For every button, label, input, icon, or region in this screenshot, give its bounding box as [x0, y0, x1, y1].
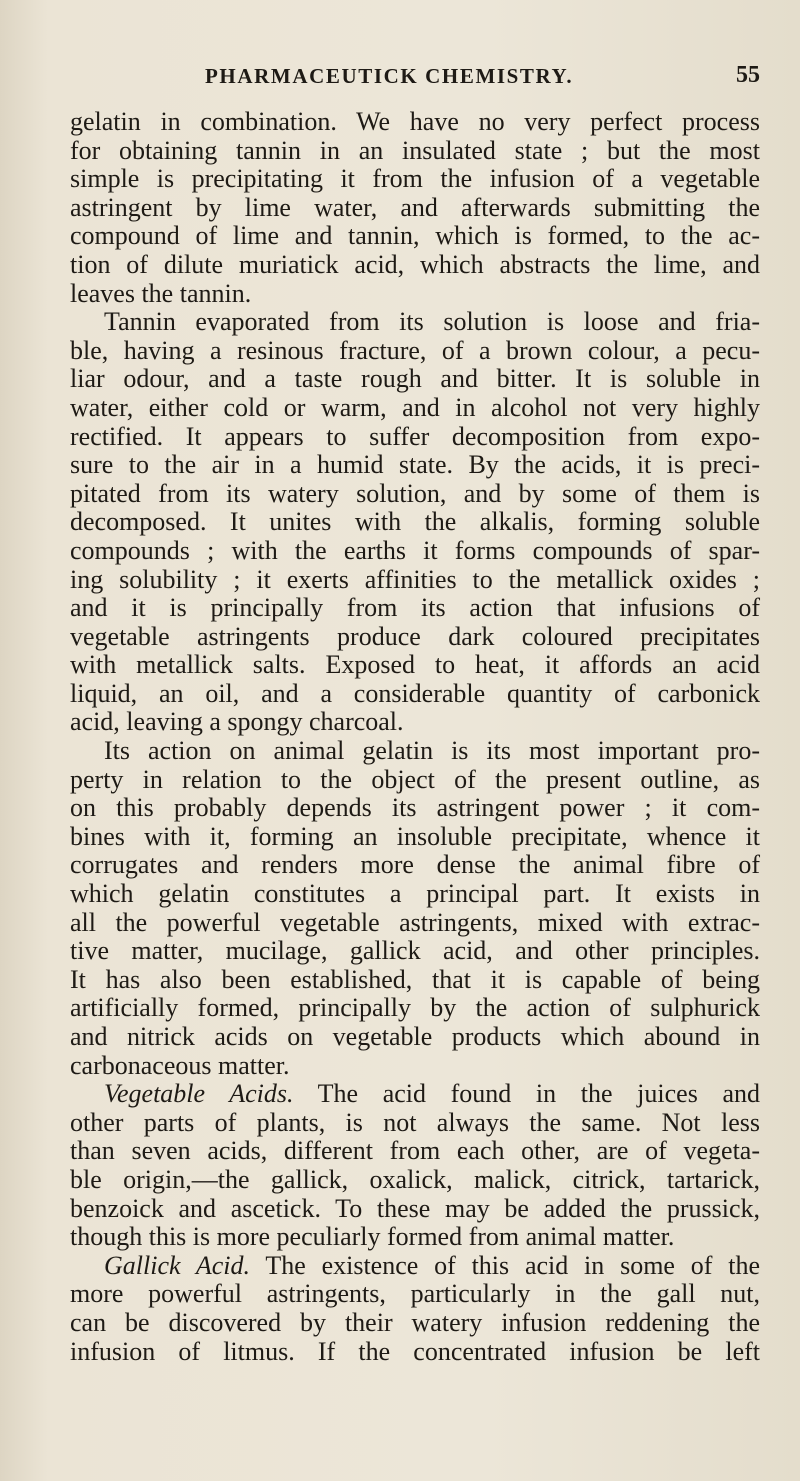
- text-line: astringent by lime water, and afterwards submitting the: [70, 192, 760, 222]
- text-line: sure to the air in a humid state. By the acids, it is preci-: [70, 450, 760, 480]
- text-fragment: The acid found in the juices and: [293, 1079, 760, 1109]
- text-line: ble origin,—the gallick, oxalick, malick, citrick, tartarick,: [70, 1164, 760, 1194]
- section-heading: Gallick Acid.: [104, 1250, 251, 1280]
- text-line: though this is more peculiarly formed from animal matter.: [70, 1222, 675, 1252]
- page-number: 55: [736, 62, 760, 88]
- text-line: liar odour, and a taste rough and bitter. It is soluble in: [70, 364, 760, 394]
- text-line: Tannin evaporated from its solution is loose and fria-: [104, 307, 760, 337]
- body-text: [70, 108, 760, 1366]
- text-line: ble, having a resinous fracture, of a brown colour, a pecu-: [70, 335, 760, 365]
- text-fragment: The existence of this acid in some of the: [250, 1250, 761, 1280]
- text-line: than seven acids, different from each other, are of vegeta-: [70, 1136, 760, 1166]
- text-line: on this probably depends its astringent power ; it com-: [70, 793, 760, 823]
- text-line: vegetable astringents produce dark coloured precipitates: [70, 621, 760, 651]
- text-line: all the powerful vegetable astringents, mixed with extrac-: [70, 907, 760, 937]
- text-line: bines with it, forming an insoluble precipitate, whence it: [70, 821, 760, 851]
- text-line: which gelatin constitutes a principal part. It exists in: [70, 879, 760, 909]
- text-line: decomposed. It unites with the alkalis, forming soluble: [70, 507, 760, 537]
- text-line: corrugates and renders more dense the animal fibre of: [70, 850, 760, 880]
- text-line: artificially formed, principally by the action of sulphurick: [70, 993, 760, 1023]
- text-line: simple is precipitating it from the infusion of a vegetable: [70, 164, 760, 194]
- text-line: rectified. It appears to suffer decomposition from expo-: [70, 421, 760, 451]
- text-line: liquid, an oil, and a considerable quantity of carbonick: [70, 678, 760, 708]
- text-line: water, either cold or warm, and in alcohol not very highly: [70, 392, 760, 422]
- text-line: tion of dilute muriatick acid, which abstracts the lime, and: [70, 249, 760, 279]
- text-line: It has also been established, that it is capable of being: [70, 964, 760, 994]
- text-line: and nitrick acids on vegetable products which abound in: [70, 1022, 760, 1051]
- text-line: tive matter, mucilage, gallick acid, and other principles.: [70, 936, 760, 966]
- text-line: can be discovered by their watery infusion reddening the: [70, 1307, 760, 1337]
- text-line: ing solubility ; it exerts affinities to the metallick oxides ;: [70, 564, 760, 594]
- text-line: gelatin in combination. We have no very perfect process: [70, 107, 760, 136]
- running-title: PHARMACEUTICK CHEMISTRY.: [205, 64, 574, 88]
- text-line: pitated from its watery solution, and by some of them is: [70, 478, 760, 508]
- text-line: with metallick salts. Exposed to heat, it affords an acid: [70, 650, 760, 680]
- section-line: [70, 1252, 760, 1281]
- text-line: carbonaceous matter.: [70, 1050, 290, 1080]
- text-line: for obtaining tannin in an insulated state ; but the most: [70, 135, 760, 165]
- text-line: compounds ; with the earths it forms compounds of spar-: [70, 535, 760, 565]
- text-line: perty in relation to the object of the present outline, as: [70, 764, 760, 794]
- running-head: [60, 60, 760, 94]
- text-line: other parts of plants, is not always the same. Not less: [70, 1107, 760, 1137]
- text-line: infusion of litmus. If the concentrated infusion be left: [70, 1336, 760, 1366]
- text-line: benzoick and ascetick. To these may be added the prussick,: [70, 1193, 760, 1223]
- text-line: Its action on animal gelatin is its most important pro-: [104, 736, 760, 766]
- text-line: more powerful astringents, particularly in the gall nut,: [70, 1279, 760, 1309]
- section-heading: Vegetable Acids.: [104, 1079, 294, 1109]
- text-line: acid, leaving a spongy charcoal.: [70, 707, 404, 737]
- text-line: leaves the tannin.: [70, 278, 252, 308]
- text-line: and it is principally from its action that infusions of: [70, 593, 760, 623]
- section-line: [70, 1080, 760, 1109]
- text-line: compound of lime and tannin, which is formed, to the ac-: [70, 221, 760, 251]
